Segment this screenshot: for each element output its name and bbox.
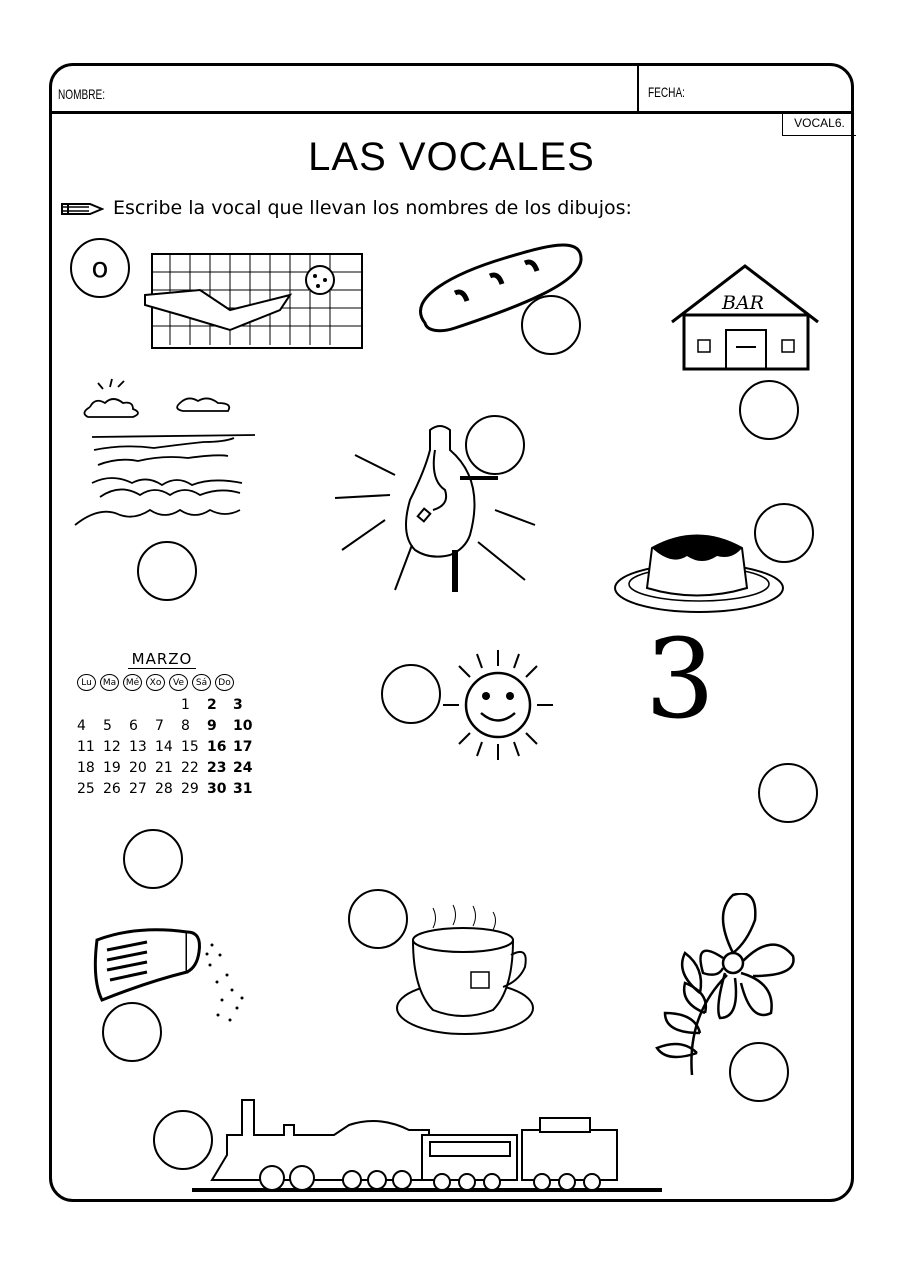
- calendar-weekdays: [77, 674, 257, 691]
- sun-icon: [441, 648, 556, 763]
- answer-circle-sun[interactable]: [381, 664, 441, 724]
- sea-icon: [70, 375, 260, 530]
- header-column-divider: [637, 66, 639, 112]
- calendar-day: [103, 697, 129, 713]
- calendar-day: 5: [103, 718, 112, 734]
- calendar-day: 4: [77, 718, 86, 734]
- answer-circle-flan[interactable]: [754, 503, 814, 563]
- answer-circle-three[interactable]: [758, 763, 818, 823]
- calendar-day: 10: [233, 718, 253, 734]
- calendar-day: 20: [129, 760, 147, 776]
- calendar-day: 12: [103, 739, 121, 755]
- calendar-day: [77, 697, 103, 713]
- instruction-text: Escribe la vocal que llevan los nombres de los dibujos:: [113, 197, 632, 219]
- calendar-day: 13: [129, 739, 147, 755]
- answer-circle-salt[interactable]: [102, 1002, 162, 1062]
- cup-icon: [393, 900, 543, 1040]
- calendar-day: 9: [207, 718, 217, 734]
- calendar-weekday: Ma: [100, 674, 119, 691]
- page-title: LAS VOCALES: [308, 135, 595, 179]
- calendar-day: 14: [155, 739, 173, 755]
- calendar-day: 7: [155, 718, 164, 734]
- answer-circle-bulb[interactable]: [465, 415, 525, 475]
- calendar-day: 8: [181, 718, 190, 734]
- calendar-day: 29: [181, 781, 199, 797]
- house-sign: BAR: [722, 292, 764, 314]
- calendar-day: 16: [207, 739, 227, 755]
- worksheet-code: VOCAL6.: [782, 112, 856, 136]
- calendar-weekday: Do: [215, 674, 234, 691]
- calendar-day: 31: [233, 781, 253, 797]
- answer-circle-sea[interactable]: [137, 541, 197, 601]
- answer-circle-goal[interactable]: o: [70, 238, 130, 298]
- calendar-day: 30: [207, 781, 227, 797]
- calendar-day: 23: [207, 760, 227, 776]
- train-icon: [192, 1090, 667, 1195]
- number-three: 3: [645, 615, 715, 743]
- calendar-day: 17: [233, 739, 253, 755]
- calendar-day: 2: [207, 697, 217, 713]
- calendar-weekday: Lu: [77, 674, 96, 691]
- header-divider: [52, 111, 851, 114]
- pencil-icon: [60, 199, 104, 219]
- calendar-day: 6: [129, 718, 138, 734]
- calendar-day: 3: [233, 697, 243, 713]
- goal-icon: [140, 250, 365, 352]
- calendar-weekday: Xo: [146, 674, 165, 691]
- calendar-day: 27: [129, 781, 147, 797]
- calendar-days: [77, 697, 257, 797]
- calendar-day: [155, 697, 181, 713]
- calendar-icon: [77, 650, 257, 797]
- calendar-month: MARZO: [128, 650, 197, 669]
- calendar-day: 11: [77, 739, 95, 755]
- calendar-day: 22: [181, 760, 199, 776]
- calendar-day: 19: [103, 760, 121, 776]
- calendar-day: 21: [155, 760, 173, 776]
- calendar-day: [129, 697, 155, 713]
- calendar-day: 24: [233, 760, 253, 776]
- answer-circle-bar[interactable]: [739, 380, 799, 440]
- house-icon: [668, 262, 823, 372]
- answer-circle-bread[interactable]: [521, 295, 581, 355]
- calendar-weekday: Sá: [192, 674, 211, 691]
- answer-circle-calendar[interactable]: [123, 829, 183, 889]
- calendar-weekday: Mé: [123, 674, 142, 691]
- calendar-day: 15: [181, 739, 199, 755]
- calendar-day: 28: [155, 781, 173, 797]
- calendar-day: 25: [77, 781, 95, 797]
- calendar-day: 1: [181, 697, 190, 713]
- calendar-day: 26: [103, 781, 121, 797]
- calendar-day: 18: [77, 760, 95, 776]
- fecha-label: FECHA:: [648, 84, 685, 100]
- calendar-weekday: Ve: [169, 674, 188, 691]
- nombre-label: NOMBRE:: [58, 86, 106, 102]
- answer-circle-flower[interactable]: [729, 1042, 789, 1102]
